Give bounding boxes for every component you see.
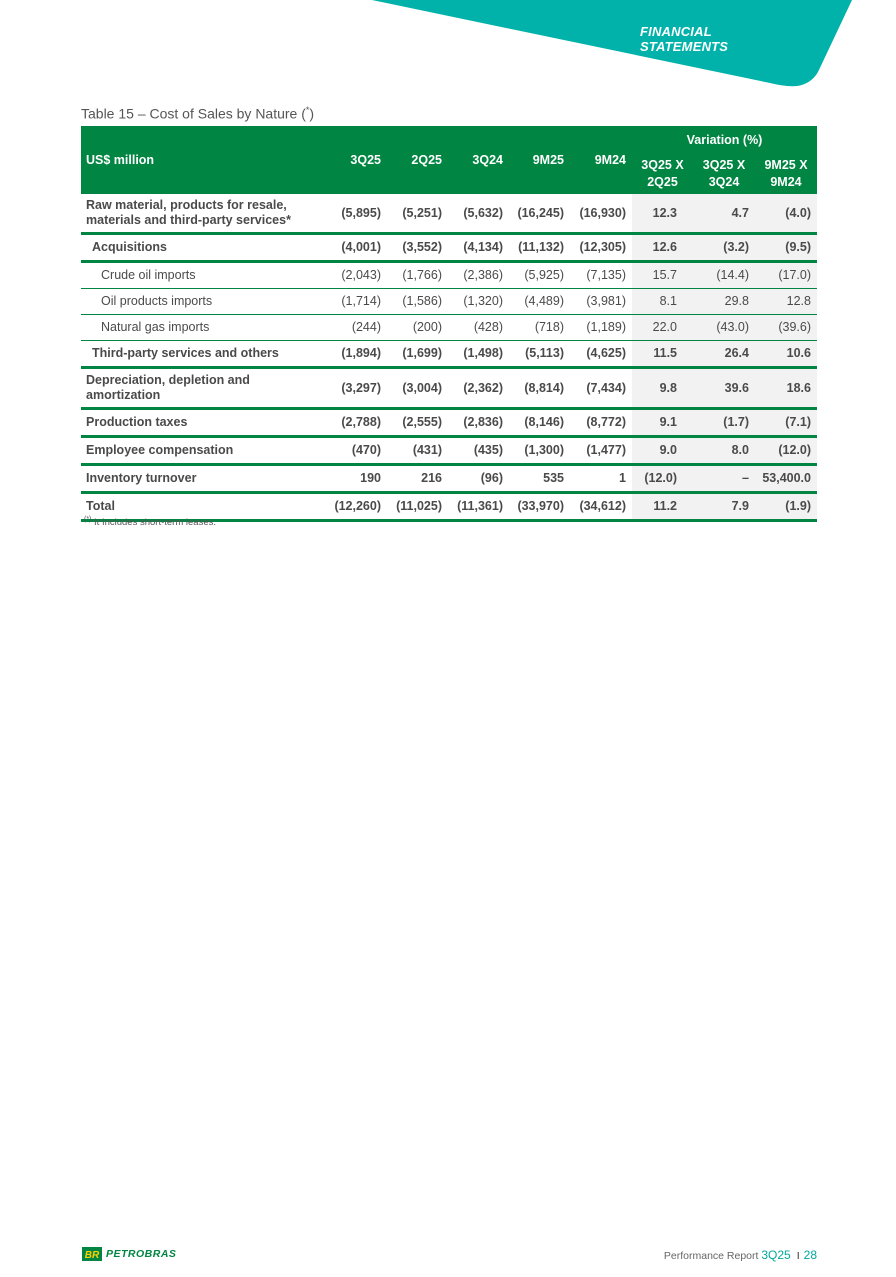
value-cell: (4,625)	[570, 341, 632, 368]
var-head-line2: 2Q25	[647, 175, 678, 189]
column-header: 2Q25	[387, 126, 448, 194]
value-cell: (1,766)	[387, 262, 448, 289]
value-cell: (11,361)	[448, 493, 509, 521]
row-label: Depreciation, depletion and amortization	[81, 368, 325, 409]
table-footnote	[84, 516, 216, 528]
value-cell: (3,297)	[325, 368, 387, 409]
br-logo-icon	[82, 1247, 102, 1261]
variation-cell: (4.0)	[755, 194, 817, 234]
value-cell: (1,498)	[448, 341, 509, 368]
variation-cell: 18.6	[755, 368, 817, 409]
value-cell: (2,362)	[448, 368, 509, 409]
variation-cell: 11.5	[632, 341, 693, 368]
row-label: Acquisitions	[81, 234, 325, 262]
variation-cell: (43.0)	[693, 315, 755, 341]
value-cell: (2,386)	[448, 262, 509, 289]
column-header: 9M25	[509, 126, 570, 194]
variation-cell: 9.0	[632, 437, 693, 465]
row-label: Total	[81, 493, 325, 521]
value-cell: (16,930)	[570, 194, 632, 234]
variation-column-header	[632, 154, 693, 194]
var-head-line2: 9M24	[770, 175, 802, 189]
variation-header: Variation (%)	[632, 126, 817, 154]
value-cell: (1,300)	[509, 437, 570, 465]
variation-cell: –	[693, 465, 755, 493]
var-head-line1: 9M25 X	[764, 158, 808, 172]
table-row	[81, 341, 817, 368]
variation-cell: 9.8	[632, 368, 693, 409]
value-cell: (718)	[509, 315, 570, 341]
caption-mark: *	[305, 105, 310, 115]
value-cell: (3,552)	[387, 234, 448, 262]
column-header: 3Q24	[448, 126, 509, 194]
variation-cell: 7.9	[693, 493, 755, 521]
value-cell: 190	[325, 465, 387, 493]
value-cell: (11,025)	[387, 493, 448, 521]
variation-cell: 9.1	[632, 409, 693, 437]
value-cell: (4,134)	[448, 234, 509, 262]
row-label: Oil products imports	[81, 289, 325, 315]
value-cell: (5,251)	[387, 194, 448, 234]
variation-cell: 12.8	[755, 289, 817, 315]
table-row	[81, 262, 817, 289]
variation-cell: 12.6	[632, 234, 693, 262]
unit-header: US$ million	[81, 126, 325, 194]
variation-cell: (9.5)	[755, 234, 817, 262]
report-quarter: 3Q25	[761, 1248, 791, 1262]
value-cell: (3,981)	[570, 289, 632, 315]
table-row	[81, 289, 817, 315]
value-cell: (7,434)	[570, 368, 632, 409]
value-cell: (34,612)	[570, 493, 632, 521]
value-cell: (1,699)	[387, 341, 448, 368]
variation-cell: 53,400.0	[755, 465, 817, 493]
var-head-line2: 3Q24	[708, 175, 740, 189]
value-cell: (3,004)	[387, 368, 448, 409]
variation-cell: (17.0)	[755, 262, 817, 289]
footnote-text: It Includes short-term leases.	[91, 517, 216, 529]
variation-cell: 22.0	[632, 315, 693, 341]
logo-text: PETROBRAS	[106, 1248, 177, 1260]
value-cell: (1,477)	[570, 437, 632, 465]
report-label: Performance Report	[663, 1250, 759, 1262]
variation-cell: 11.2	[632, 493, 693, 521]
variation-cell: (14.4)	[693, 262, 755, 289]
variation-cell: (1.7)	[693, 409, 755, 437]
variation-column-header	[755, 154, 817, 194]
caption-text: Table 15 – Cost of Sales by Nature (	[81, 105, 306, 122]
value-cell: (8,814)	[509, 368, 570, 409]
variation-column-header	[693, 154, 755, 194]
value-cell: (4,489)	[509, 289, 570, 315]
value-cell: (244)	[325, 315, 387, 341]
table-row	[81, 465, 817, 493]
value-cell: (2,043)	[325, 262, 387, 289]
value-cell: (96)	[448, 465, 509, 493]
section-title: FINANCIAL STATEMENTS	[640, 24, 729, 54]
variation-cell: (39.6)	[755, 315, 817, 341]
table-row	[81, 437, 817, 465]
row-label: Crude oil imports	[81, 262, 325, 289]
value-cell: (1,189)	[570, 315, 632, 341]
value-cell: 216	[387, 465, 448, 493]
table-row	[81, 368, 817, 409]
table-row	[81, 234, 817, 262]
value-cell: (5,895)	[325, 194, 387, 234]
value-cell: (2,836)	[448, 409, 509, 437]
petrobras-logo	[82, 1247, 176, 1261]
variation-cell: (12.0)	[755, 437, 817, 465]
footer-separator: I	[796, 1250, 800, 1262]
variation-cell: (3.2)	[693, 234, 755, 262]
value-cell: (200)	[387, 315, 448, 341]
page-number: 28	[803, 1248, 817, 1262]
value-cell: (12,305)	[570, 234, 632, 262]
table-row	[81, 194, 817, 234]
value-cell: (8,146)	[509, 409, 570, 437]
value-cell: (1,714)	[325, 289, 387, 315]
variation-cell: 29.8	[693, 289, 755, 315]
footnote-mark: (*)	[84, 516, 92, 523]
value-cell: (5,113)	[509, 341, 570, 368]
cost-of-sales-table	[81, 126, 817, 522]
value-cell: (5,925)	[509, 262, 570, 289]
variation-cell: 8.0	[693, 437, 755, 465]
variation-cell: (1.9)	[755, 493, 817, 521]
value-cell: (4,001)	[325, 234, 387, 262]
value-cell: (33,970)	[509, 493, 570, 521]
column-header: 3Q25	[325, 126, 387, 194]
table-row	[81, 409, 817, 437]
variation-cell: 15.7	[632, 262, 693, 289]
table-row	[81, 315, 817, 341]
value-cell: (1,320)	[448, 289, 509, 315]
variation-cell: 26.4	[693, 341, 755, 368]
value-cell: (1,586)	[387, 289, 448, 315]
variation-cell: (12.0)	[632, 465, 693, 493]
value-cell: (435)	[448, 437, 509, 465]
variation-cell: 8.1	[632, 289, 693, 315]
value-cell: (431)	[387, 437, 448, 465]
value-cell: (2,555)	[387, 409, 448, 437]
variation-cell: 10.6	[755, 341, 817, 368]
row-label: Raw material, products for resale, materials and third-party services*	[81, 194, 325, 234]
row-label: Natural gas imports	[81, 315, 325, 341]
row-label: Production taxes	[81, 409, 325, 437]
value-cell: 1	[570, 465, 632, 493]
value-cell: (428)	[448, 315, 509, 341]
variation-cell: 12.3	[632, 194, 693, 234]
row-label: Employee compensation	[81, 437, 325, 465]
value-cell: (12,260)	[325, 493, 387, 521]
value-cell: (16,245)	[509, 194, 570, 234]
var-head-line1: 3Q25 X	[702, 158, 746, 172]
value-cell: (470)	[325, 437, 387, 465]
var-head-line1: 3Q25 X	[641, 158, 684, 172]
value-cell: 535	[509, 465, 570, 493]
variation-cell: 4.7	[693, 194, 755, 234]
value-cell: (5,632)	[448, 194, 509, 234]
value-cell: (11,132)	[509, 234, 570, 262]
caption-close: )	[309, 105, 315, 122]
table-caption	[81, 105, 314, 122]
variation-cell: 39.6	[693, 368, 755, 409]
page-footer	[664, 1248, 817, 1262]
value-cell: (7,135)	[570, 262, 632, 289]
variation-cell: (7.1)	[755, 409, 817, 437]
value-cell: (1,894)	[325, 341, 387, 368]
logo-mark-text: BR	[84, 1250, 100, 1261]
row-label: Inventory turnover	[81, 465, 325, 493]
value-cell: (2,788)	[325, 409, 387, 437]
value-cell: (8,772)	[570, 409, 632, 437]
row-label: Third-party services and others	[81, 341, 325, 368]
column-header: 9M24	[570, 126, 632, 194]
